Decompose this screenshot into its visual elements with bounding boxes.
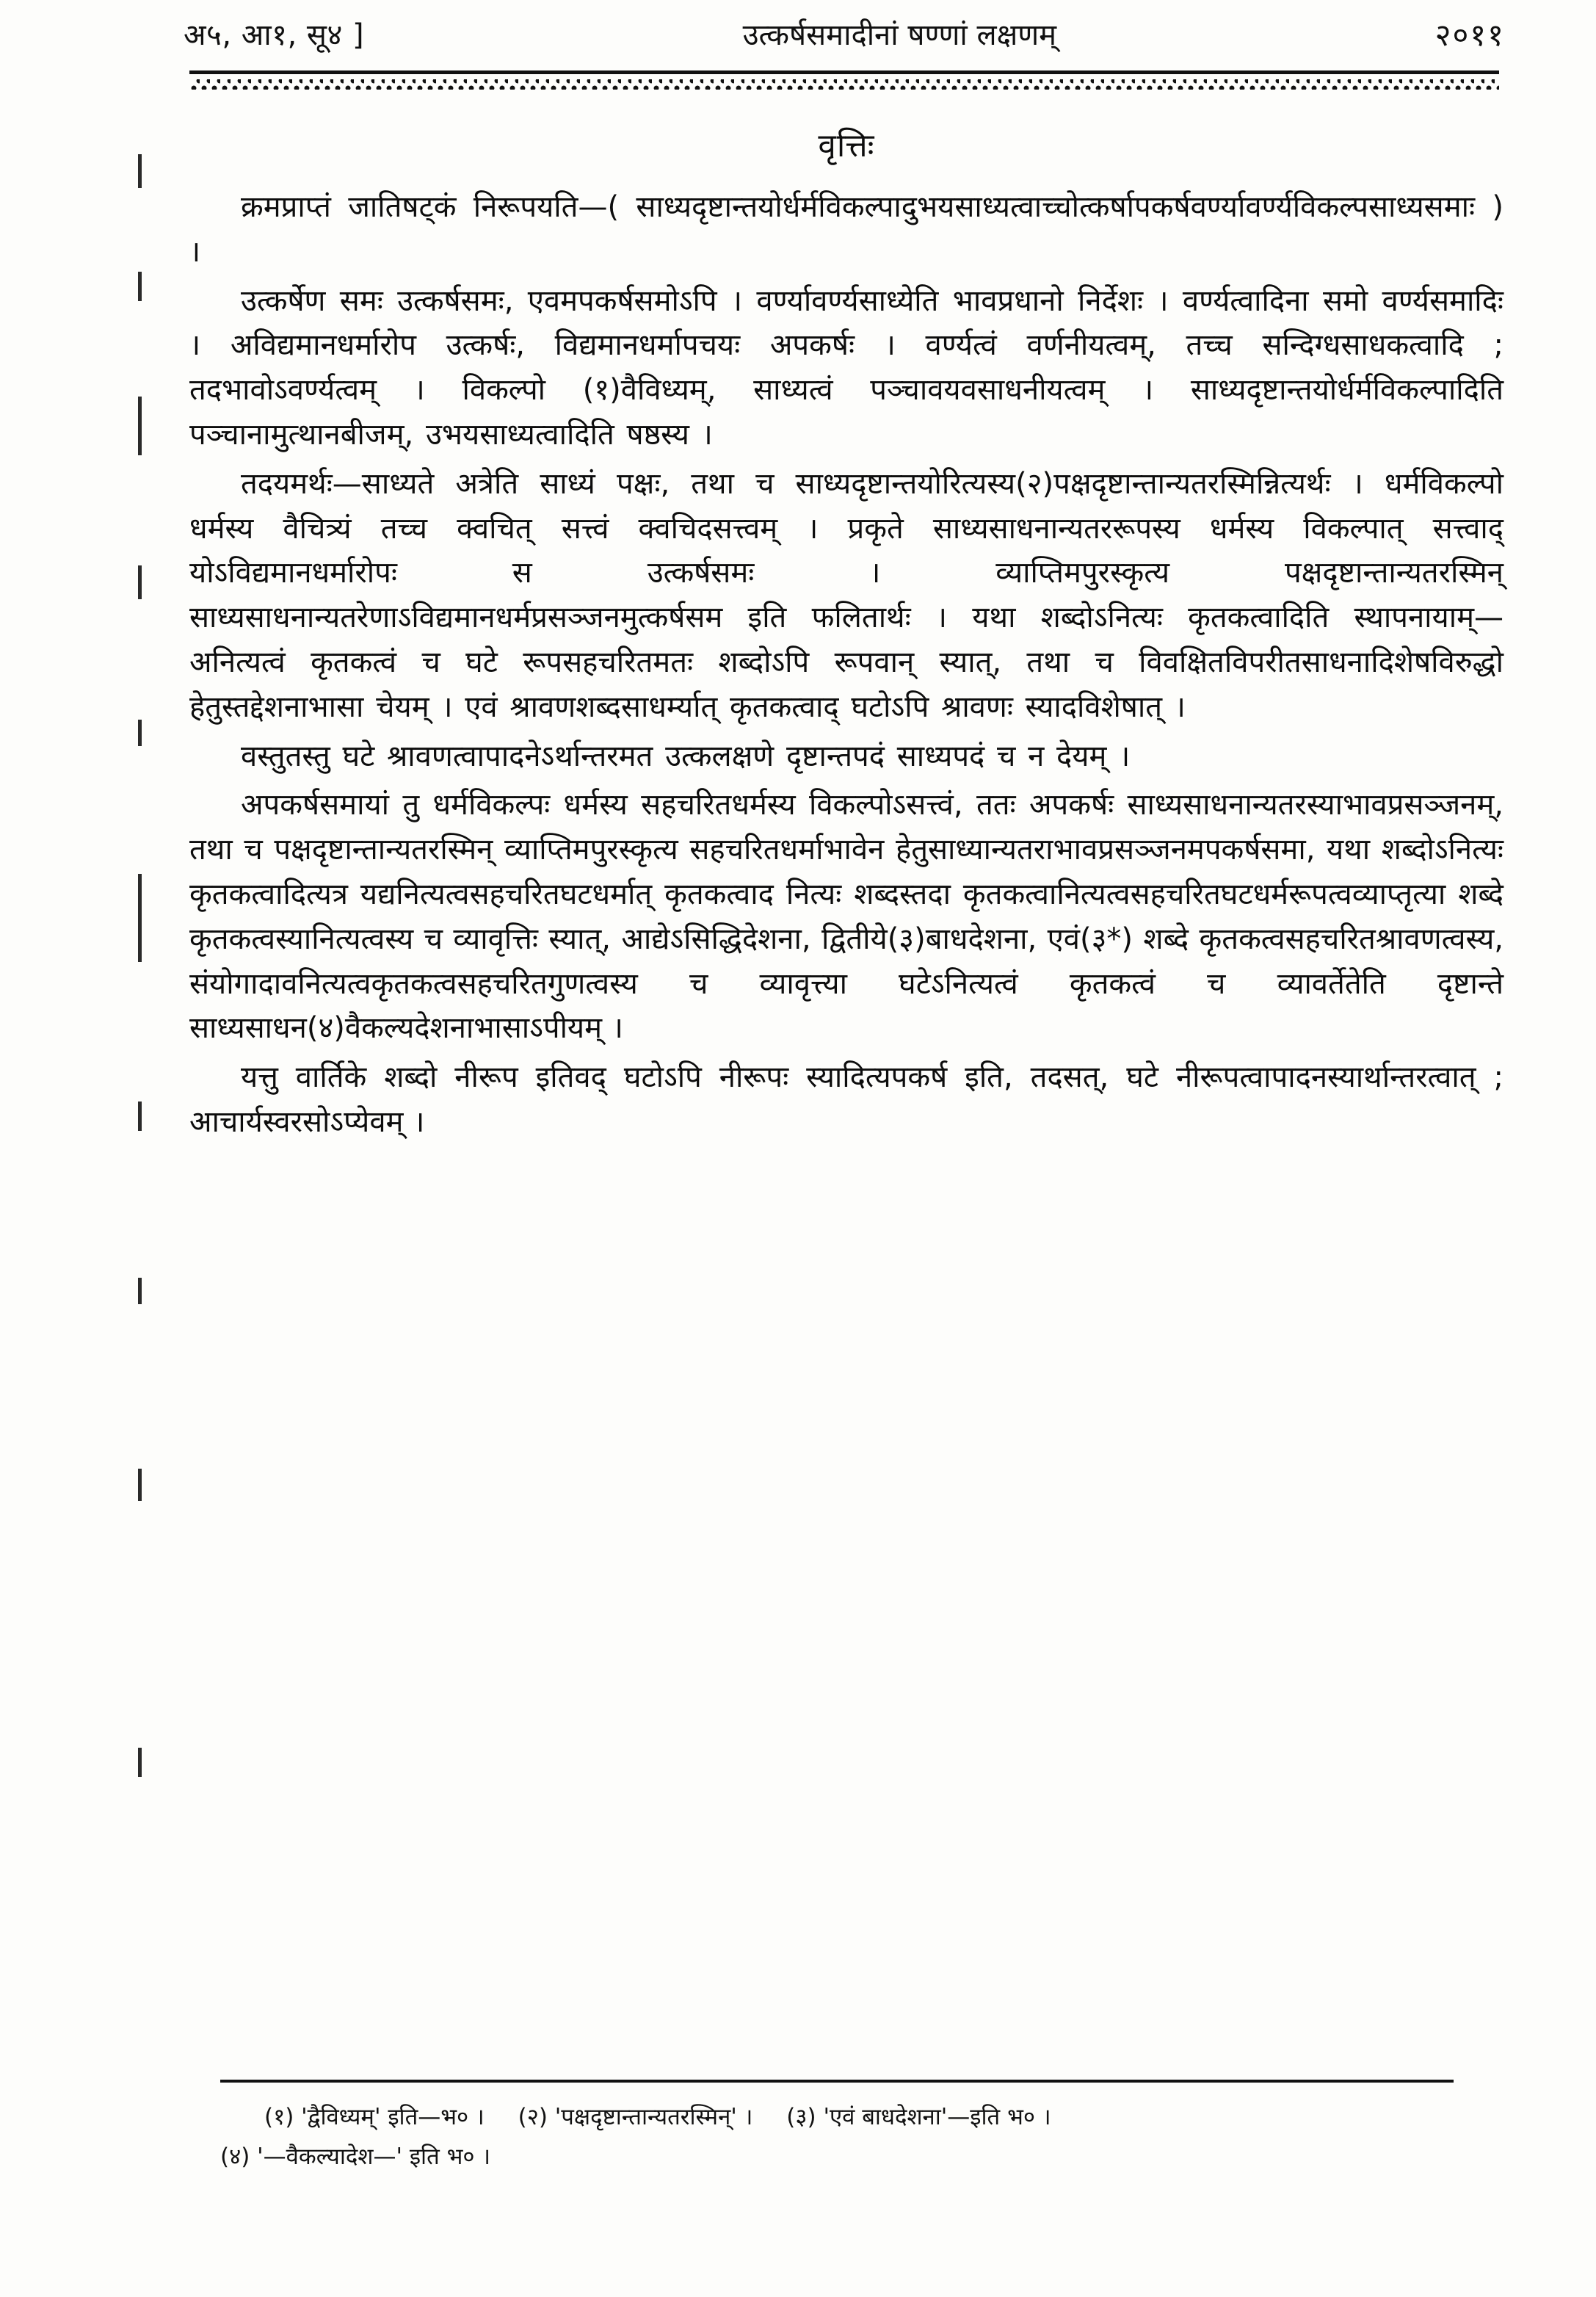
page-body [189,110,1503,1149]
footnote-separator [220,2080,1454,2083]
paragraph-4: वस्तुतस्तु घटे श्रावणत्वापादनेऽर्थान्तरमत उत्कलक्षणे दृष्टान्तपदं साध्यपदं च न देयम् । [241,739,1131,773]
header-running-title: उत्कर्षसमादीनां षण्णां लक्षणम् [742,18,1057,52]
section-title: वृत्तिः [818,127,875,164]
header-wavy-rule [189,79,1499,90]
page-header [184,13,1505,65]
paragraph-3: तदयमर्थः—साध्यते अत्रेति साध्यं पक्षः, तथा च साध्यदृष्टान्तयोरित्यस्य(२)पक्षदृष्टान्तान्यतरस्मिन्नित्यर्थः । धर्मविकल्पो धर्मस्य वैचित्र्यं तच्च क्वचित् सत्त्वं क्वचिदसत्त्वम् । प्रकृते साध्यसाधनान्यतररूपस्य धर्मस्य विकल्पात् सत्त्वाद् योऽविद्यमानधर्मारोपः स उत्कर्षसमः । व्याप्तिमपुरस्कृत्य पक्षदृष्टान्तान्यतरस्मिन् साध्यसाधनान्यतरेणाऽविद्यमानधर्मप्रसञ्जनमुत्कर्षसम इति फलितार्थः । यथा शब्दोऽनित्यः कृतकत्वादिति स्थापनायाम्—अनित्यत्वं कृतकत्वं च घटे रूपसहचरितमतः शब्दोऽपि रूपवान् स्यात्, तथा च विवक्षितविपरीतसाधनादिशेषविरुद्धो हेतुस्तद्देशनाभासा चेयम् । एवं श्रावणशब्दसाधर्म्यात् कृतकत्वाद् घटोऽपि श्रावणः स्यादविशेषात् । [189,466,1503,724]
footnote-line-2 [220,2137,1483,2177]
header-left-reference: अ५, आ१, सू४ ] [184,18,365,52]
footnotes [220,2097,1483,2177]
footnote-item-1: (१) 'द्वैविध्यम्' इति—भ० । [264,2104,485,2130]
footnote-item-3: (३) 'एवं बाधदेशना'—इति भ० । [786,2104,1051,2130]
paragraph-5: अपकर्षसमायां तु धर्मविकल्पः धर्मस्य सहचरितधर्मस्य विकल्पोऽसत्त्वं, ततः अपकर्षः साध्यसाधनान्यतरस्याभावप्रसञ्जनम्, तथा च पक्षदृष्टान्तान्यतरस्मिन् व्याप्तिमपुरस्कृत्य सहचरितधर्माभावेन हेतुसाध्यान्यतराभावप्रसञ्जनमपकर्षसमा, यथा शब्दोऽनित्यः कृतकत्वादित्यत्र यद्यनित्यत्वसहचरितघटधर्मात् कृतकत्वाद नित्यः शब्दस्तदा कृतकत्वानित्यत्वसहचरितघटधर्मरूपत्वव्याप्तृत्या शब्दे कृतकत्वस्यानित्यत्वस्य च व्यावृत्तिः स्यात्, आद्येऽसिद्धिदेशना, द्वितीये(३)बाधदेशना, एवं(३*) शब्दे कृतकत्वसहचरितश्रावणत्वस्य, संयोगादावनित्यत्वकृतकत्वसहचरितगुणत्वस्य च व्यावृत्त्या घटेऽनित्यत्वं कृतकत्वं च व्यावर्तेतेति दृष्टान्ते साध्यसाधन(४)वैकल्यदेशनाभासाऽपीयम् । [189,788,1503,1046]
footnote-item-4: (४) '—वैकल्यादेश—' इति भ० । [220,2144,491,2171]
paragraph-1: क्रमप्राप्तं जातिषट्कं निरूपयति—( साध्यदृष्टान्तयोर्धर्मविकल्पादुभयसाध्यत्वाच्चोत्कर्षापकर्षवर्ण्यावर्ण्यविकल्पसाध्यसमाः ) । [189,190,1503,269]
header-rule [189,70,1499,74]
page-number: २०११ [1434,17,1505,53]
footnote-item-2: (२) 'पक्षदृष्टान्तान्यतरस्मिन्' । [518,2104,753,2130]
paragraph-2: उत्कर्षेण समः उत्कर्षसमः, एवमपकर्षसमोऽपि । वर्ण्यावर्ण्यसाध्येति भावप्रधानो निर्देशः । वर्ण्यत्वादिना समो वर्ण्यसमादिः । अविद्यमानधर्मारोप उत्कर्षः, विद्यमानधर्मापचयः अपकर्षः । वर्ण्यत्वं वर्णनीयत्वम्, तच्च सन्दिग्धसाधकत्वादि ; तदभावोऽवर्ण्यत्वम् । विकल्पो (१)वैविध्यम्, साध्यत्वं पञ्चावयवसाधनीयत्वम् । साध्यदृष्टान्तयोर्धर्मविकल्पादिति पञ्चानामुत्थानबीजम्, उभयसाध्यत्वादिति षष्ठस्य । [189,283,1503,452]
footnote-line-1 [220,2097,1483,2137]
margin-scan-marks [138,154,151,1873]
paragraph-6: यत्तु वार्तिके शब्दो नीरूप इतिवद् घटोऽपि नीरूपः स्यादित्यपकर्ष इति, तदसत्, घटे नीरूपत्वापादनस्यार्थान्तरत्वात् ; आचार्यस्वरसोऽप्येवम् । [189,1060,1503,1139]
